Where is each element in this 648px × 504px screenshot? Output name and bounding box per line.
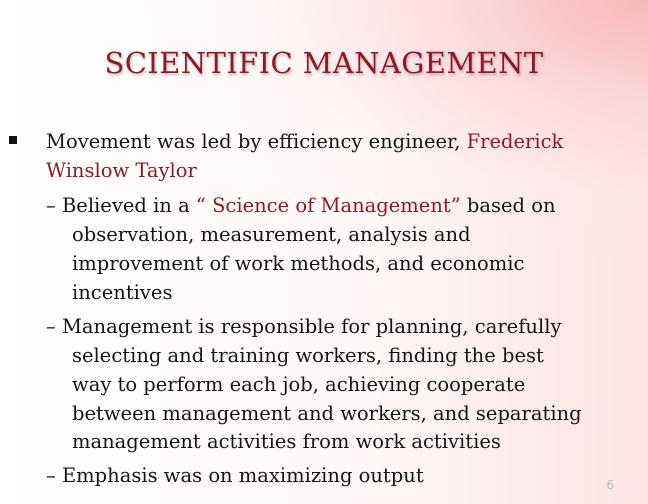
slide-title: SCIENTIFIC MANAGEMENT [104, 46, 544, 80]
sub-bullet-2-line-2: selecting and training workers, finding the best [72, 344, 544, 367]
highlight-name-last: Winslow Taylor [46, 159, 197, 182]
sub-bullet-2-line-3: way to perform each job, achieving cooperate [72, 373, 526, 396]
bullet-square-icon [9, 136, 17, 144]
sub-bullet-2-line-1: – Management is responsible for planning, carefully [46, 315, 562, 338]
sub-bullet-1-line-2: observation, measurement, analysis and [72, 223, 471, 246]
highlight-name-first: Frederick [466, 130, 564, 153]
sub-bullet-text: based on [466, 194, 556, 217]
sub-bullet-2-line-4: between management and workers, and separating [72, 402, 582, 425]
sub-bullet-1-line-4: incentives [72, 281, 173, 304]
bullet-text: Movement was led by efficiency engineer, [46, 130, 467, 153]
slide-number: 6 [606, 478, 614, 492]
sub-bullet-1-line-1 [46, 191, 556, 220]
sub-bullet-2-line-5: management activities from work activities [72, 430, 501, 453]
sub-bullet-3-line-1: – Emphasis was on maximizing output [46, 464, 424, 487]
sub-bullet-text: – Believed in a [46, 194, 190, 217]
sub-bullet-1-line-3: improvement of work methods, and economic [72, 252, 525, 275]
bullet-line-1 [46, 127, 563, 156]
highlight-science: “ Science of Management” [189, 194, 467, 217]
